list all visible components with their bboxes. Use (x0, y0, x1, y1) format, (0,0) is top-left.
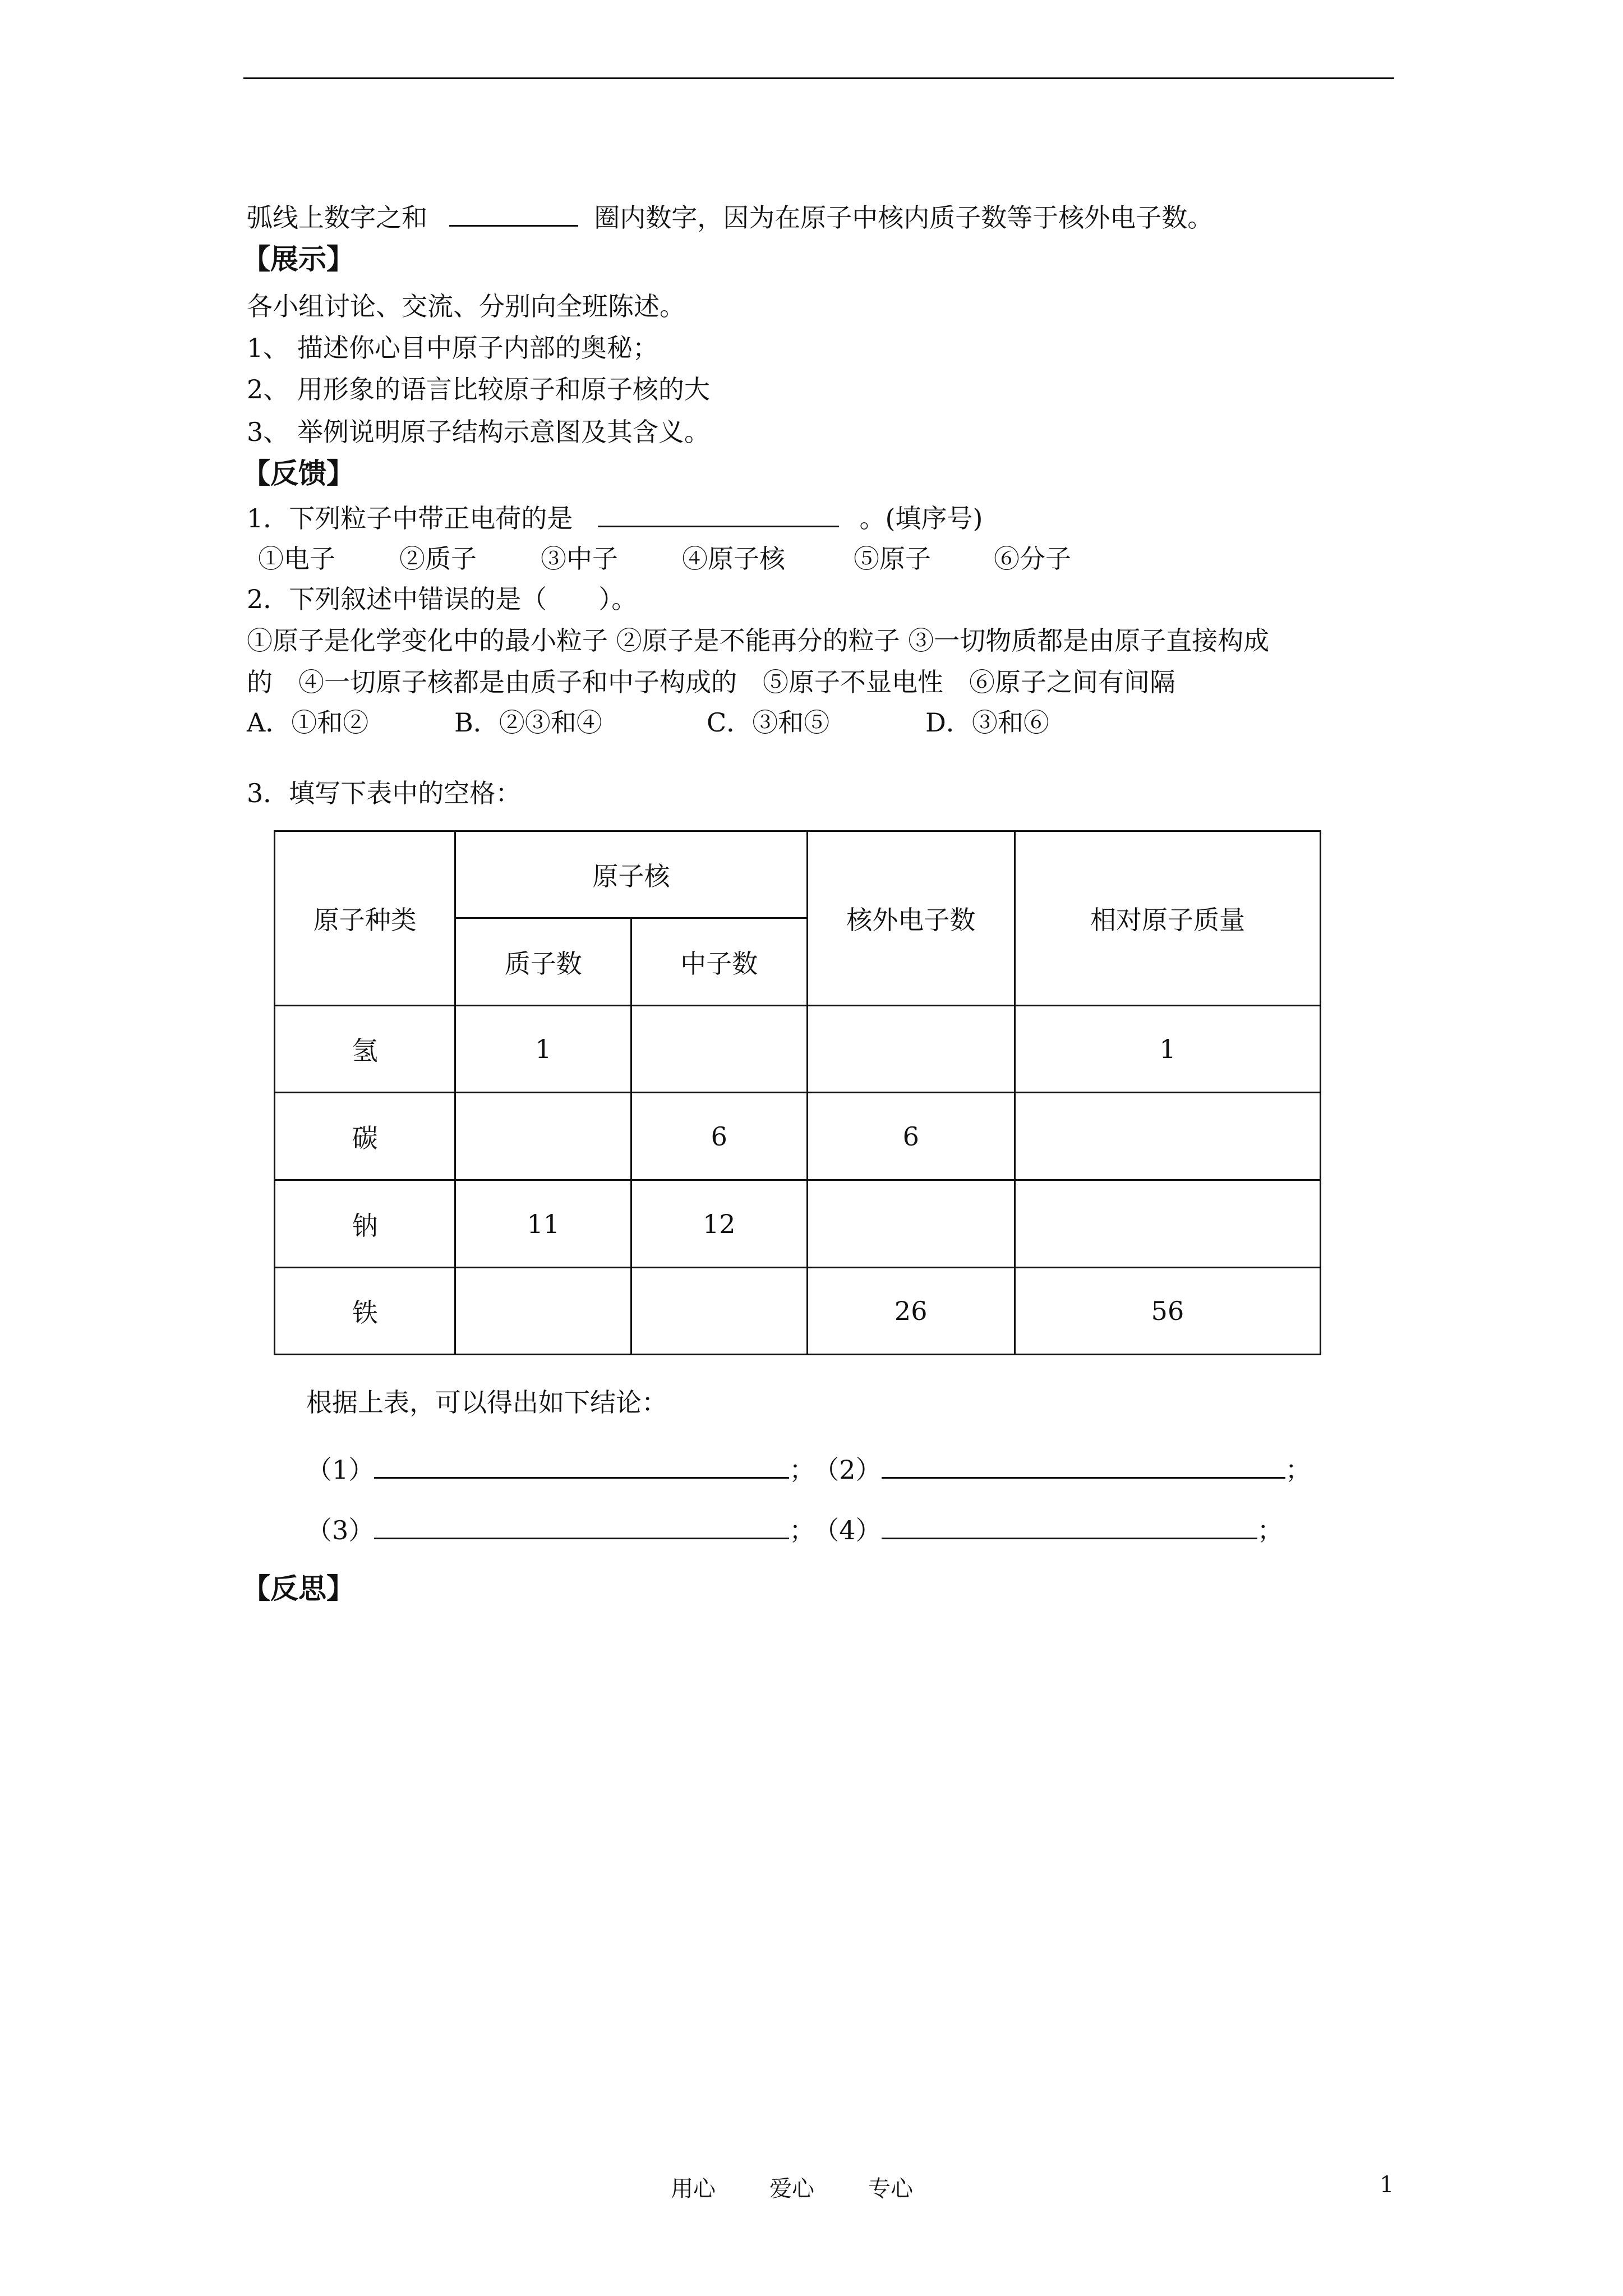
conclusion-blank-4 (882, 1514, 1257, 1539)
conclusion-intro: 根据上表，可以得出如下结论： (306, 1387, 667, 1418)
conclusion-label-4: （4） (826, 1515, 882, 1545)
feedback-heading: 【反馈】 (242, 457, 354, 490)
header-electron-count: 核外电子数 (807, 831, 1015, 1006)
atom-table (274, 830, 1321, 1355)
header-neutron-count: 中子数 (631, 918, 807, 1006)
show-item-2: 2、 用形象的语言比较原子和原子核的大 (247, 374, 710, 404)
q2-line-2: 的 ④一切原子核都是由质子和中子构成的 ⑤原子不显电性 ⑥原子之间有间隔 (247, 667, 1175, 697)
q1-option: ③中子 (541, 544, 618, 574)
show-heading: 【展示】 (242, 243, 354, 275)
q3-stem: 3．填写下表中的空格： (247, 778, 522, 808)
cell-neutron (631, 1268, 807, 1355)
cell-mass: 1 (1015, 1006, 1320, 1093)
header-nucleus: 原子核 (455, 831, 807, 918)
q1-option: ⑤原子 (854, 544, 931, 574)
conclusion-label-2: （2） (826, 1455, 882, 1485)
q1-stem-line (247, 501, 983, 535)
cell-mass (1015, 1180, 1320, 1268)
conclusion-row-2 (306, 1513, 1283, 1547)
q2-choice-d: D．③和⑥ (925, 707, 1049, 738)
cell-electron: 6 (807, 1093, 1015, 1180)
cell-neutron: 6 (631, 1093, 807, 1180)
conclusion-blank-3 (374, 1514, 789, 1539)
cell-mass (1015, 1093, 1320, 1180)
conclusion-blank-1 (374, 1453, 789, 1479)
table-row (275, 1180, 1321, 1268)
show-item-1: 1、 描述你心目中原子内部的奥秘； (247, 333, 658, 363)
table-row (275, 1093, 1321, 1180)
q1-suffix: 。(填序号) (859, 503, 983, 533)
header-rule (243, 77, 1394, 79)
footer-motto: 专心 (868, 2176, 913, 2202)
q2-choices (247, 706, 1049, 739)
cell-neutron: 12 (631, 1180, 807, 1268)
show-intro: 各小组讨论、交流、分别向全班陈述。 (247, 291, 685, 321)
q2-line-1: ①原子是化学变化中的最小粒子 ②原子是不能再分的粒子 ③一切物质都是由原子直接构成 (247, 625, 1270, 656)
footer-mottos (671, 2171, 913, 2203)
conclusion-sep: ； (1285, 1455, 1311, 1485)
q2-choice-a: A．①和② (247, 707, 369, 738)
q1-options (258, 542, 1071, 576)
q1-blank (598, 502, 839, 527)
table-row (275, 1268, 1321, 1355)
conclusion-sep: ； (1257, 1515, 1283, 1545)
conclusion-blank-2 (882, 1453, 1285, 1479)
cell-atom-name: 铁 (275, 1268, 455, 1355)
cell-proton: 11 (455, 1180, 631, 1268)
q1-option: ②质子 (399, 544, 477, 574)
cell-mass: 56 (1015, 1268, 1320, 1355)
header-relative-mass: 相对原子质量 (1015, 831, 1320, 1006)
q1-option: ①电子 (258, 544, 335, 574)
cell-electron (807, 1180, 1015, 1268)
q2-choice-c: C．③和⑤ (707, 707, 830, 738)
conclusion-sep: ； (789, 1515, 815, 1545)
cell-neutron (631, 1006, 807, 1093)
footer-motto: 爱心 (769, 2176, 814, 2202)
cell-electron (807, 1006, 1015, 1093)
q2-stem: 2．下列叙述中错误的是（ ）。 (247, 584, 638, 614)
cell-electron: 26 (807, 1268, 1015, 1355)
page-number: 1 (1380, 2172, 1394, 2198)
conclusion-row-1 (306, 1453, 1311, 1487)
q1-option: ⑥分子 (994, 544, 1071, 574)
show-item-3: 3、 举例说明原子结构示意图及其含义。 (247, 417, 710, 447)
cell-atom-name: 氢 (275, 1006, 455, 1093)
q1-stem: 1．下列粒子中带正电荷的是 (247, 503, 573, 533)
cell-atom-name: 钠 (275, 1180, 455, 1268)
conclusion-label-3: （3） (306, 1515, 375, 1545)
cell-proton (455, 1268, 631, 1355)
intro-line (247, 201, 1213, 234)
cell-proton: 1 (455, 1006, 631, 1093)
intro-before-blank: 弧线上数字之和 (247, 203, 427, 233)
q1-option: ④原子核 (682, 544, 785, 574)
cell-atom-name: 碳 (275, 1093, 455, 1180)
header-atom-kind: 原子种类 (275, 831, 455, 1006)
table-row (275, 1006, 1321, 1093)
intro-blank (449, 201, 578, 227)
conclusion-label-1: （1） (306, 1455, 375, 1485)
conclusion-sep: ； (789, 1455, 815, 1485)
reflect-heading: 【反思】 (242, 1572, 354, 1605)
header-proton-count: 质子数 (455, 918, 631, 1006)
cell-proton (455, 1093, 631, 1180)
footer-motto: 用心 (671, 2176, 716, 2202)
q2-choice-b: B．②③和④ (454, 707, 602, 738)
intro-after-blank: 圈内数字，因为在原子中核内质子数等于核外电子数。 (594, 203, 1214, 233)
